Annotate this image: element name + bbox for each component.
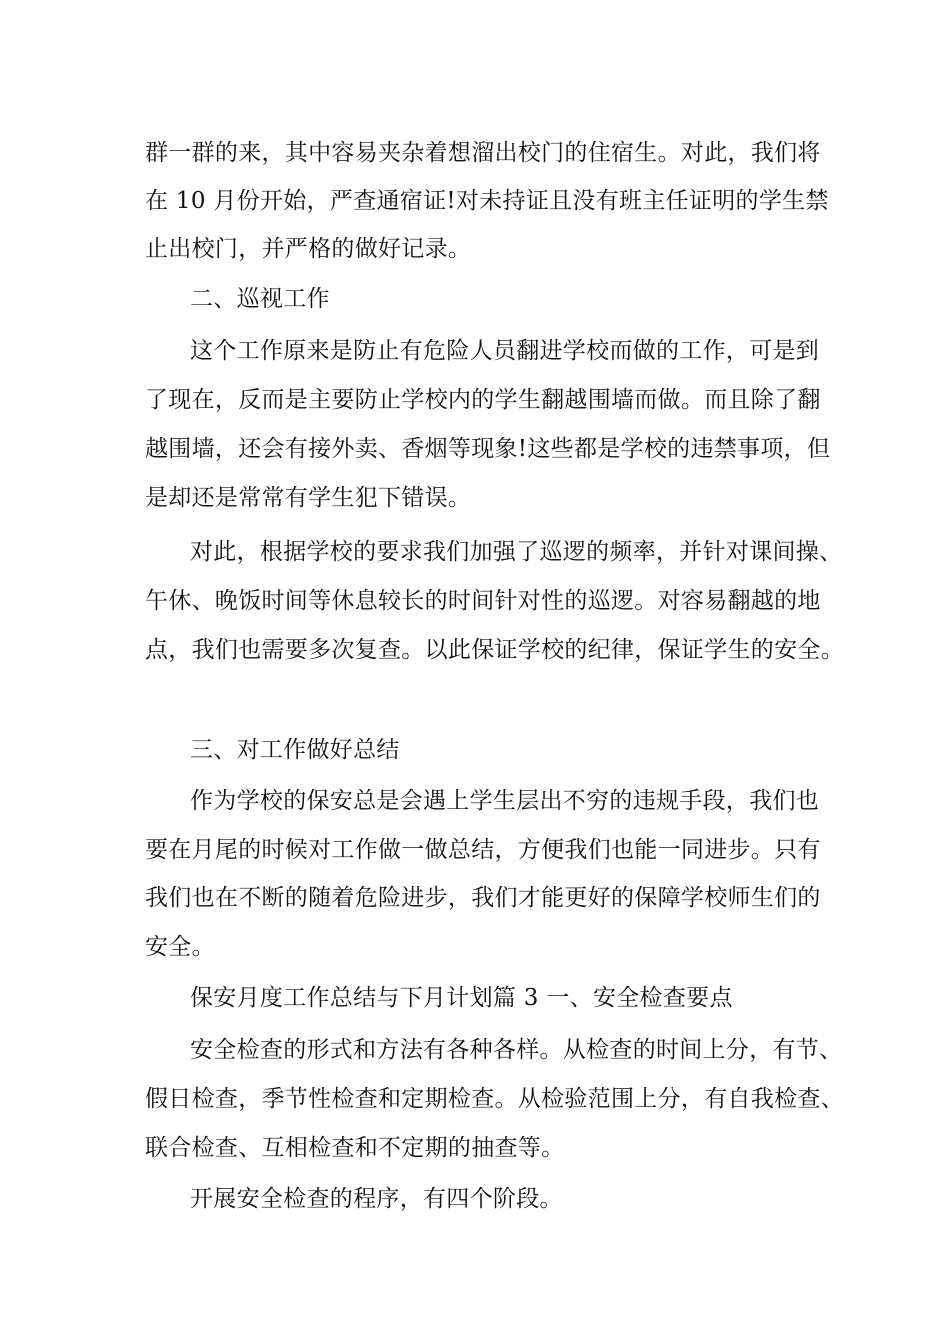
paragraph-line: 开展安全检查的程序，有四个阶段。 xyxy=(190,1186,563,1212)
paragraph-line: 午休、晚饭时间等休息较长的时间针对性的巡逻。对容易翻越的地 xyxy=(145,588,821,614)
section-heading: 保安月度工作总结与下月计划篇 3 一、安全检查要点 xyxy=(190,985,733,1011)
paragraph-line: 安全。 xyxy=(145,934,215,960)
paragraph-line: 在 10 月份开始，严查通宿证!对未持证且没有班主任证明的学生禁 xyxy=(145,188,829,214)
paragraph-line: 这个工作原来是防止有危险人员翻进学校而做的工作，可是到 xyxy=(190,338,820,364)
paragraph-line: 了现在，反而是主要防止学校内的学生翻越围墙而做。而且除了翻 xyxy=(145,387,821,413)
paragraph-line: 对此，根据学校的要求我们加强了巡逻的频率，并针对课间操、 xyxy=(190,539,843,565)
paragraph-line: 群一群的来，其中容易夹杂着想溜出校门的住宿生。对此，我们将 xyxy=(145,140,821,166)
paragraph-line: 要在月尾的时候对工作做一做总结，方便我们也能一同进步。只有 xyxy=(145,837,821,863)
paragraph-line: 假日检查，季节性检查和定期检查。从检验范围上分，有自我检查、 xyxy=(145,1086,844,1112)
paragraph-line: 是却还是常常有学生犯下错误。 xyxy=(145,485,472,511)
paragraph-line: 联合检查、互相检查和不定期的抽查等。 xyxy=(145,1135,565,1161)
paragraph-line: 作为学校的保安总是会遇上学生层出不穷的违规手段，我们也 xyxy=(190,788,820,814)
section-heading: 二、巡视工作 xyxy=(190,286,330,312)
paragraph-line: 点，我们也需要多次复查。以此保证学校的纪律，保证学生的安全。 xyxy=(145,637,844,663)
section-heading: 三、对工作做好总结 xyxy=(190,737,400,763)
paragraph-line: 安全检查的形式和方法有各种各样。从检查的时间上分，有节、 xyxy=(190,1037,843,1063)
paragraph-line: 止出校门，并严格的做好记录。 xyxy=(145,236,472,262)
paragraph-line: 越围墙，还会有接外卖、香烟等现象!这些都是学校的违禁事项，但 xyxy=(145,436,831,462)
paragraph-line: 我们也在不断的随着危险进步，我们才能更好的保障学校师生们的 xyxy=(145,885,821,911)
